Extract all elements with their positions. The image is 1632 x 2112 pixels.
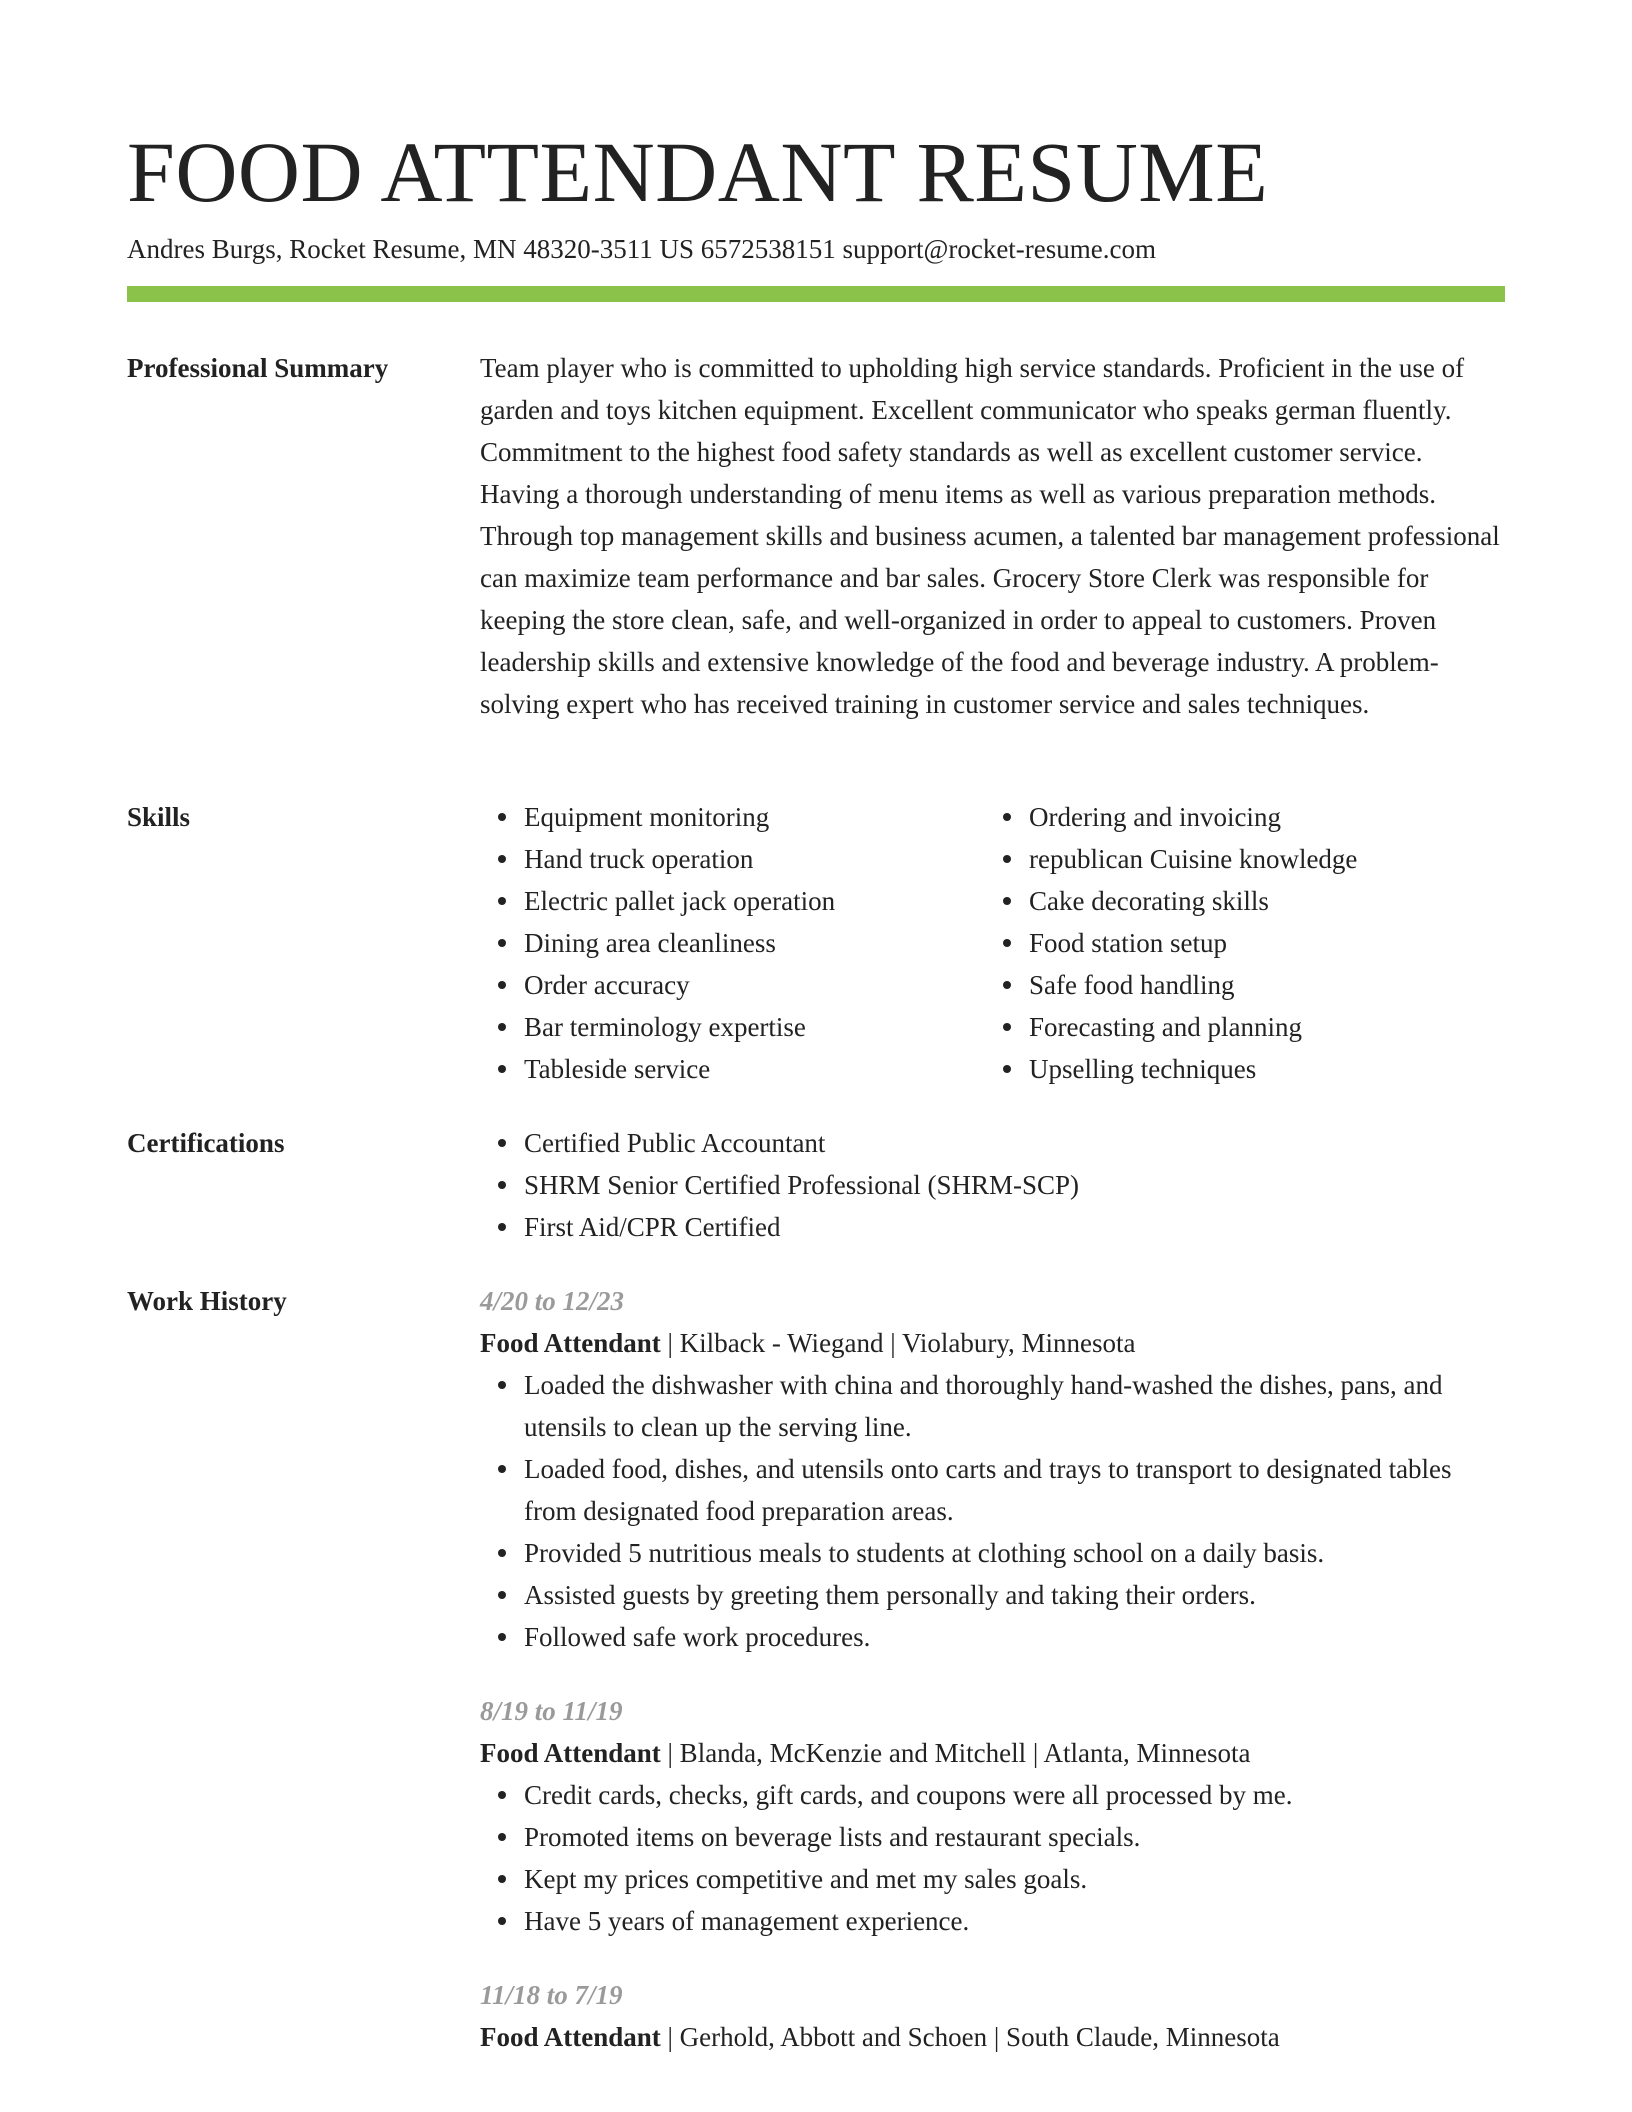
skill-item: Dining area cleanliness [524, 922, 985, 964]
skill-item: Equipment monitoring [524, 796, 985, 838]
job-duty-item: Followed safe work procedures. [524, 1616, 1505, 1658]
skill-item: Order accuracy [524, 964, 985, 1006]
skills-list-right [985, 796, 1490, 1090]
accent-divider [127, 286, 1505, 302]
job-dates: 8/19 to 11/19 [480, 1696, 623, 1726]
skill-item: Upselling techniques [1029, 1048, 1490, 1090]
section-label-summary: Professional Summary [127, 353, 389, 383]
job-entry [480, 1974, 1505, 2058]
section-label-work-history: Work History [127, 1286, 287, 1316]
job-duty-item: Credit cards, checks, gift cards, and coupons were all processed by me. [524, 1774, 1505, 1816]
contact-line: Andres Burgs, Rocket Resume, MN 48320-3511 US 6572538151 support@rocket-resume.com [127, 234, 1156, 264]
certifications-content [480, 1122, 1505, 1248]
job-duty-item: Loaded food, dishes, and utensils onto carts and trays to transport to designated tables from designated food preparation areas. [524, 1448, 1505, 1532]
job-heading [480, 1732, 1505, 1774]
skills-list-left [480, 796, 985, 1090]
skill-item: republican Cuisine knowledge [1029, 838, 1490, 880]
job-heading [480, 2016, 1505, 2058]
job-duty-item: Provided 5 nutritious meals to students at clothing school on a daily basis. [524, 1532, 1505, 1574]
skill-item: Tableside service [524, 1048, 985, 1090]
job-duties-list [480, 1774, 1505, 1942]
job-heading [480, 1322, 1505, 1364]
job-title: Food Attendant [480, 1738, 661, 1768]
job-entry [480, 1690, 1505, 1942]
job-dates: 4/20 to 12/23 [480, 1286, 625, 1316]
skill-item: Ordering and invoicing [1029, 796, 1490, 838]
job-employer-location: | Gerhold, Abbott and Schoen | South Claude, Minnesota [660, 2022, 1280, 2052]
job-entry [480, 1280, 1505, 1658]
section-label-skills: Skills [127, 802, 191, 832]
skills-column-left [480, 796, 985, 1090]
certification-item: SHRM Senior Certified Professional (SHRM-SCP) [524, 1164, 1505, 1206]
skill-item: Food station setup [1029, 922, 1490, 964]
skill-item: Forecasting and planning [1029, 1006, 1490, 1048]
summary-text: Team player who is committed to upholding high service standards. Proficient in the use of garden and toys kitchen equipment. Excellent communicator who speaks german fluently. Commitment to the highest food safety standards as well as excellent customer service. Having a thorough understanding of menu items as well as various preparation methods. Through top management skills and business acumen, a talented bar management professional can maximize team performance and bar sales. Grocery Store Clerk was responsible for keeping the store clean, safe, and well-organized in order to appeal to customers. Proven leadership skills and extensive knowledge of the food and beverage industry. A problem-solving expert who has received training in customer service and sales techniques. [480, 353, 1500, 719]
job-duty-item: Have 5 years of management experience. [524, 1900, 1505, 1942]
job-duty-item: Promoted items on beverage lists and restaurant specials. [524, 1816, 1505, 1858]
certification-item: Certified Public Accountant [524, 1122, 1505, 1164]
section-label-certifications: Certifications [127, 1128, 285, 1158]
job-duties-list [480, 1364, 1505, 1658]
skills-column-right [985, 796, 1490, 1090]
job-dates: 11/18 to 7/19 [480, 1980, 623, 2010]
job-title: Food Attendant [480, 1328, 661, 1358]
summary-content [480, 347, 1505, 725]
skill-item: Safe food handling [1029, 964, 1490, 1006]
job-employer-location: | Kilback - Wiegand | Violabury, Minnesota [660, 1328, 1136, 1358]
work-history-content [480, 1280, 1505, 2090]
job-employer-location: | Blanda, McKenzie and Mitchell | Atlanta, Minnesota [660, 1738, 1251, 1768]
certification-item: First Aid/CPR Certified [524, 1206, 1505, 1248]
certifications-list [480, 1122, 1505, 1248]
job-title: Food Attendant [480, 2022, 661, 2052]
job-duty-item: Loaded the dishwasher with china and thoroughly hand-washed the dishes, pans, and utensils to clean up the serving line. [524, 1364, 1505, 1448]
resume-title: FOOD ATTENDANT RESUME [127, 124, 1269, 220]
skill-item: Cake decorating skills [1029, 880, 1490, 922]
skill-item: Bar terminology expertise [524, 1006, 985, 1048]
job-duty-item: Assisted guests by greeting them personally and taking their orders. [524, 1574, 1505, 1616]
job-duty-item: Kept my prices competitive and met my sales goals. [524, 1858, 1505, 1900]
skill-item: Hand truck operation [524, 838, 985, 880]
skill-item: Electric pallet jack operation [524, 880, 985, 922]
skills-content [480, 796, 1505, 1090]
